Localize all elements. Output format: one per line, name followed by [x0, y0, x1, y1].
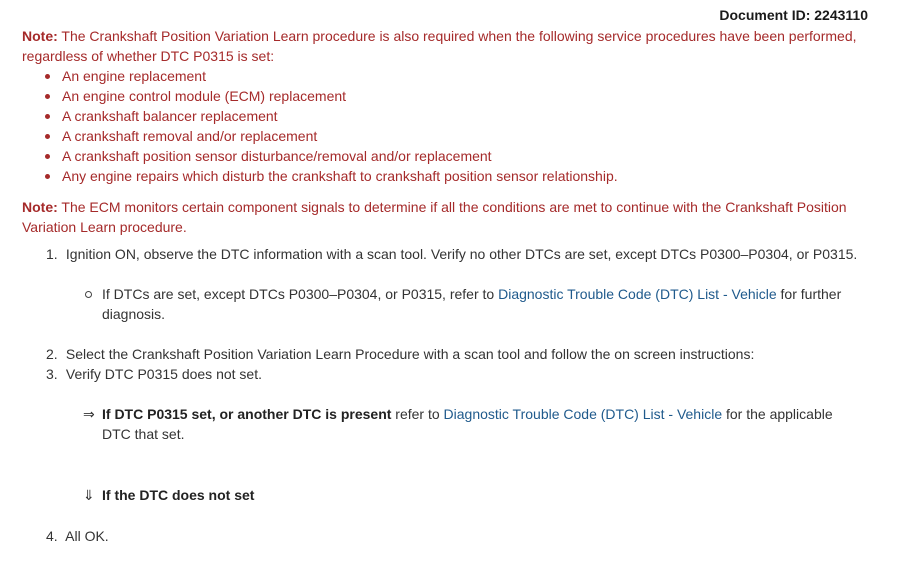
list-item: [22, 86, 872, 106]
branch-condition: If the DTC does not set: [102, 487, 255, 503]
list-item-text: A crankshaft removal and/or replacement: [62, 128, 318, 144]
note-text: [22, 26, 872, 66]
bullet-icon: [45, 134, 50, 139]
document-id: Document ID: 2243110: [719, 7, 868, 23]
step-text: Select the Crankshaft Position Variation Learn Procedure with a scan tool and follow the on screen instructions:: [65, 346, 755, 362]
step-number: 3.: [46, 366, 58, 382]
step-1: [46, 244, 866, 264]
substep-prefix: If DTCs are set, except DTCs P0300–P0304, or P0315, refer to: [102, 286, 499, 302]
bullet-icon: [45, 174, 50, 179]
bullet-icon: [45, 154, 50, 159]
list-item-text: Any engine repairs which disturb the crankshaft to crankshaft position sensor relationship.: [62, 168, 618, 184]
step-number: 4.: [46, 528, 58, 544]
branch-suffix: for the applicable DTC that set.: [102, 406, 833, 442]
list-item-text: An engine replacement: [62, 68, 206, 84]
list-item: [22, 146, 872, 166]
bullet-icon: [45, 114, 50, 119]
dtc-list-link[interactable]: Diagnostic Trouble Code (DTC) List - Vehicle: [443, 406, 723, 422]
note-body: The Crankshaft Position Variation Learn procedure is also required when the following service procedures have been performed, regardless of whether DTC P0315 is set:: [22, 28, 857, 64]
dtc-list-link[interactable]: Diagnostic Trouble Code (DTC) List - Vehicle: [498, 286, 777, 302]
note-ecm-monitor: [22, 197, 872, 237]
note-label: Note:: [22, 28, 58, 44]
step-2: [46, 344, 866, 364]
step-text: Verify DTC P0315 does not set.: [65, 366, 262, 382]
note-label: Note:: [22, 199, 58, 215]
right-arrow-icon: ⇒: [83, 406, 95, 422]
bullet-icon: [45, 74, 50, 79]
circle-bullet-icon: [85, 291, 92, 298]
branch-condition: If DTC P0315 set, or another DTC is present: [102, 406, 392, 422]
branch-prefix: refer to: [391, 406, 444, 422]
step-number: 2.: [46, 346, 58, 362]
down-arrow-icon: ⇓: [83, 487, 95, 503]
procedure-list: [22, 66, 872, 186]
step-number: 1.: [46, 246, 58, 262]
step-text: Ignition ON, observe the DTC information with a scan tool. Verify no other DTCs are set, except DTCs P0300–P0304, or P0315.: [65, 246, 858, 262]
list-item-text: An engine control module (ECM) replacement: [62, 88, 347, 104]
step-3: [46, 364, 866, 384]
note-service-procedures: [22, 26, 872, 186]
branch-text: [83, 404, 853, 444]
substep-text: [83, 284, 853, 324]
step-1-substep: [83, 284, 853, 324]
list-item: [22, 106, 872, 126]
list-item: [22, 126, 872, 146]
list-item: [22, 166, 872, 186]
note-body: The ECM monitors certain component signals to determine if all the conditions are met to continue with the Crankshaft Position Variation Learn procedure.: [22, 199, 847, 235]
list-item-text: A crankshaft balancer replacement: [62, 108, 278, 124]
list-item-text: A crankshaft position sensor disturbance/removal and/or replacement: [62, 148, 492, 164]
step-3-branch-fail: [83, 404, 853, 444]
step-3-branch-pass: [83, 485, 853, 505]
step-4: [46, 526, 866, 546]
list-item: [22, 66, 872, 86]
substep-suffix: for further diagnosis.: [102, 286, 842, 322]
step-text: All OK.: [65, 528, 109, 544]
branch-text: [83, 485, 853, 505]
bullet-icon: [45, 94, 50, 99]
